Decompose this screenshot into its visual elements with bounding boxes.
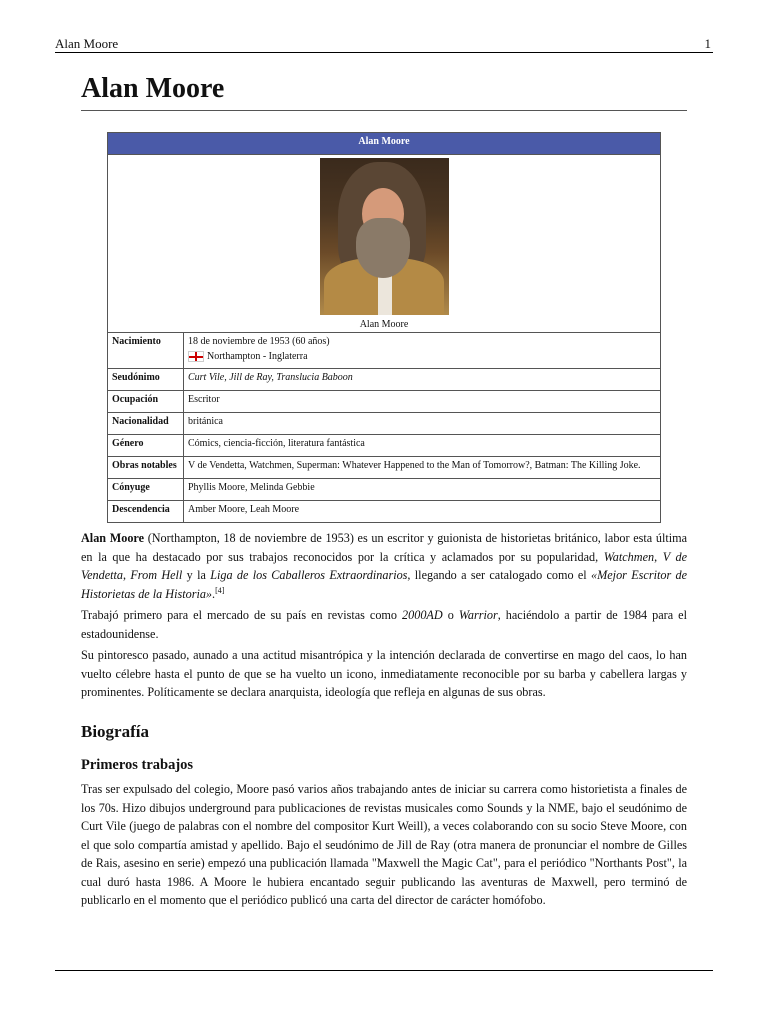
work-link-from-hell[interactable]: From Hell [130,568,183,582]
intro-paragraph-3: Su pintoresco pasado, aunado a una actitud misantrópica y la intención declarada de convertirse en mago del caos, lo han vuelto célebre hasta el punto de que se ha vuelto un icono, inmediatamente reconocible por su barba y cabellera largas y prominentes. Políticamente se declara anarquista, ideología que refleja en algunas de sus obras. [81,648,687,699]
label-obras: Obras notables [108,457,184,479]
value-conyuge: Phyllis Moore, Melinda Gebbie [184,479,661,501]
value-genero: Cómics, ciencia-ficción, literatura fantástica [184,435,661,457]
running-title: Alan Moore [55,36,119,51]
reference-link[interactable]: [4] [215,585,225,595]
photo-caption: Alan Moore [359,319,409,330]
label-seudonimo: Seudónimo [108,369,184,391]
value-nacimiento [184,333,661,369]
value-ocupacion: Escritor [184,391,661,413]
label-nacionalidad: Nacionalidad [108,413,184,435]
portrait-photo[interactable] [320,158,449,315]
label-conyuge: Cónyuge [108,479,184,501]
intro-paragraph-1: Alan Moore (Northampton, 18 de noviembre de 1953) es un escritor y guionista de historietas británico, labor esta última en la que ha destacado por sus trabajos reconocidos por la crítica y aclamados por su popularidad, Watchmen, V de Vendetta, From Hell y la Liga de los Caballeros Extraordinarios, llegando a ser catalogado como el «Mejor Escritor de Historietas de la Historia».[4] [81,531,688,601]
work-link-watchmen[interactable]: Watchmen [603,549,655,564]
intro-paragraph-2: Trabajó primero para el mercado de su país en revistas como 2000AD o Warrior, haciéndolo a partir de 1984 para el estadounidense. [81,608,687,641]
value-obras: V de Vendetta, Watchmen, Superman: Whatever Happened to the Man of Tomorrow?, Batman: The Killing Joke. [184,457,661,479]
section-heading: Biografía [81,722,149,741]
magazine-2000ad[interactable]: 2000AD [402,608,443,622]
infobox [107,132,661,523]
page-header [55,36,713,53]
lead-name: Alan Moore [81,531,145,545]
value-seudonimo: Curt Vile, Jill de Ray, Translucia Baboon [184,369,661,391]
section-paragraph: Tras ser expulsado del colegio, Moore pasó varios años trabajando antes de iniciar su carrera como historietista a finales de los 70s. Hizo dibujos underground para publicaciones de revistas musicales como Sounds y la NME, bajo el seudónimo de Curt Vile (juego de palabras con el nombre del compositor Kurt Weill), a veces colaborando con su socio Steve Moore, con el que solo compartía amistad y apellido. Bajo el seudónimo de Jill de Ray (otra manera de pronunciar el nombre de Gilles de Rais, asesino en serie) empezó una publicación llamada "Maxwell the Magic Cat", para el periódico "Northants Post", la cual duró hasta 1986. A Moore le hubiera encantado seguir publicando las aventuras de Maxwell, pero terminó de publicarlo en el momento que el periódico publicó una carta del director de carácter homófobo. [81,782,687,907]
work-link-liga[interactable]: Liga de los Caballeros Extraordinarios [210,568,408,582]
label-genero: Género [108,435,184,457]
england-flag-icon [188,351,204,362]
value-descendencia: Amber Moore, Leah Moore [184,501,661,523]
label-descendencia: Descendencia [108,501,184,523]
magazine-warrior[interactable]: Warrior [458,608,498,622]
infobox-heading: Alan Moore [108,133,661,155]
article-title: Alan Moore [81,70,687,111]
quote-mejor-escritor: «Mejor Escritor de Historietas de la Historia» [81,568,688,601]
label-ocupacion: Ocupación [108,391,184,413]
work-link-v-de-vendetta[interactable]: V de Vendetta [81,549,688,582]
value-nacionalidad: británica [184,413,661,435]
subsection-heading: Primeros trabajos [81,757,194,773]
infobox-photo-cell [108,155,661,333]
page-number: 1 [704,36,711,51]
label-nacimiento: Nacimiento [108,333,184,369]
footer-rule [55,970,713,971]
birth-place[interactable]: Northampton - Inglaterra [207,351,308,362]
birth-date: 18 de noviembre de 1953 (60 años) [188,336,330,347]
